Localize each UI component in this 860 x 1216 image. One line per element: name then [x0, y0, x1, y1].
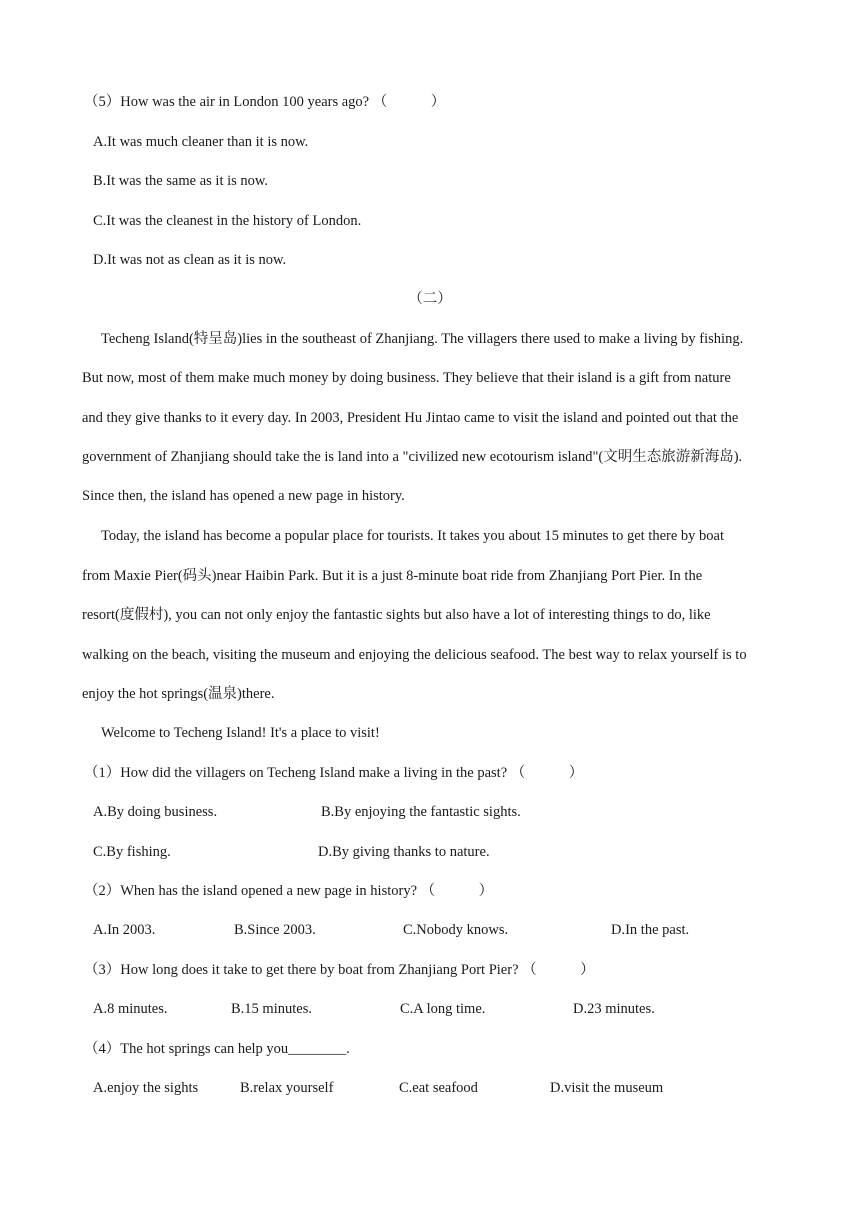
option-4-c: C.eat seafood	[399, 1080, 478, 1096]
passage-p1-line: Techeng Island(特呈岛)lies in the southeast of Zhanjiang. The villagers there used to make a living by fishing.	[101, 331, 744, 347]
option-2-a: A.In 2003.	[93, 922, 156, 938]
option-1-b: B.By enjoying the fantastic sights.	[321, 804, 521, 820]
option-3-c: C.A long time.	[400, 1001, 486, 1017]
passage-p2-line: Today, the island has become a popular place for tourists. It takes you about 15 minutes to get there by boat	[101, 528, 724, 544]
passage-p1-line: Since then, the island has opened a new page in history.	[82, 488, 405, 504]
passage-p3: Welcome to Techeng Island! It's a place to visit!	[101, 725, 380, 741]
passage-p1-line: and they give thanks to it every day. In 2003, President Hu Jintao came to visit the island and pointed out that the	[82, 410, 739, 426]
question-3: （3）How long does it take to get there by boat from Zhanjiang Port Pier? （ ）	[84, 962, 595, 978]
question-2: （2）When has the island opened a new page in history? （ ）	[84, 883, 494, 899]
section-title: （二）	[408, 291, 452, 307]
option-prev-5-b: B.It was the same as it is now.	[93, 173, 269, 189]
option-prev-5-d: D.It was not as clean as it is now.	[93, 252, 287, 268]
passage-p2-line: walking on the beach, visiting the museum and enjoying the delicious seafood. The best way to relax yourself is to	[82, 647, 747, 663]
option-3-d: D.23 minutes.	[573, 1001, 655, 1017]
question-4: （4）The hot springs can help you________.	[84, 1041, 350, 1057]
option-4-a: A.enjoy the sights	[93, 1080, 199, 1096]
passage-p2-line: resort(度假村), you can not only enjoy the fantastic sights but also have a lot of interesting things to do, like	[82, 607, 711, 623]
option-3-b: B.15 minutes.	[231, 1001, 312, 1017]
question-prev-5: （5）How was the air in London 100 years ago? （ ）	[84, 94, 446, 110]
option-2-d: D.In the past.	[611, 922, 690, 938]
passage-p1-line: government of Zhanjiang should take the is land into a "civilized new ecotourism island"(文明生态旅游新海岛).	[82, 449, 743, 465]
option-4-d: D.visit the museum	[550, 1080, 664, 1096]
option-2-c: C.Nobody knows.	[403, 922, 509, 938]
option-3-a: A.8 minutes.	[93, 1001, 168, 1017]
option-1-c: C.By fishing.	[93, 844, 171, 860]
passage-p1-line: But now, most of them make much money by doing business. They believe that their island is a gift from nature	[82, 370, 731, 386]
option-1-a: A.By doing business.	[93, 804, 218, 820]
option-2-b: B.Since 2003.	[234, 922, 316, 938]
option-prev-5-c: C.It was the cleanest in the history of London.	[93, 213, 362, 229]
question-1: （1）How did the villagers on Techeng Island make a living in the past? （ ）	[84, 765, 584, 781]
option-prev-5-a: A.It was much cleaner than it is now.	[93, 134, 309, 150]
passage-p2-line: enjoy the hot springs(温泉)there.	[82, 686, 275, 702]
option-1-d: D.By giving thanks to nature.	[318, 844, 490, 860]
option-4-b: B.relax yourself	[240, 1080, 334, 1096]
passage-p2-line: from Maxie Pier(码头)near Haibin Park. But it is a just 8-minute boat ride from Zhanjiang Port Pier. In the	[82, 568, 703, 584]
